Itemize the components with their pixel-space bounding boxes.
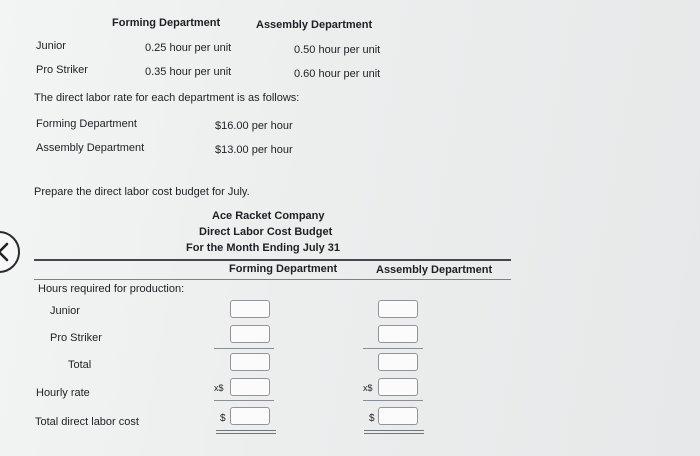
- forming-pro-input[interactable]: [230, 325, 270, 343]
- rates-row-pro-forming: 0.35 hour per unit: [145, 66, 232, 78]
- labor-rate-forming-label: Forming Department: [36, 118, 137, 130]
- rates-header-assembly: Assembly Department: [256, 19, 373, 31]
- labor-rate-assembly-value: $13.00 per hour: [215, 144, 293, 156]
- labor-rate-forming-value: $16.00 per hour: [215, 120, 293, 132]
- assembly-subtotal-rule: [363, 348, 423, 349]
- labor-rate-intro: The direct labor rate for each department is as follows:: [34, 92, 300, 104]
- assembly-rate-rule: [363, 400, 423, 401]
- assembly-pro-input[interactable]: [378, 325, 418, 343]
- rates-row-junior-forming: 0.25 hour per unit: [145, 42, 232, 54]
- total-hours-label: Total: [68, 359, 92, 371]
- instruction-text: Prepare the direct labor cost budget for July.: [34, 186, 250, 198]
- pro-striker-label: Pro Striker: [50, 332, 102, 344]
- forming-rate-input[interactable]: [230, 378, 270, 396]
- chevron-left-icon: [0, 231, 20, 273]
- col-header-forming: Forming Department: [229, 263, 338, 275]
- forming-junior-input[interactable]: [230, 300, 270, 318]
- assembly-cost-input[interactable]: [378, 407, 418, 425]
- assembly-rate-input[interactable]: [378, 378, 418, 396]
- assembly-junior-input[interactable]: [378, 300, 418, 318]
- assembly-dollar-prefix: $: [369, 413, 375, 424]
- rates-row-junior-label: Junior: [36, 40, 66, 52]
- forming-dollar-prefix: $: [220, 413, 226, 424]
- forming-cost-input[interactable]: [230, 407, 270, 425]
- assembly-x-dollar-prefix: x$: [363, 383, 373, 393]
- forming-total-input[interactable]: [230, 353, 270, 371]
- col-header-assembly: Assembly Department: [376, 264, 493, 276]
- column-header-rule: [34, 279, 511, 280]
- heading-rule: [34, 259, 511, 261]
- budget-period: For the Month Ending July 31: [186, 242, 340, 254]
- rates-header-forming: Forming Department: [112, 17, 221, 29]
- assembly-total-input[interactable]: [378, 353, 418, 371]
- forming-total-double-rule: [216, 430, 276, 434]
- hourly-rate-label: Hourly rate: [36, 387, 90, 399]
- rates-row-pro-label: Pro Striker: [36, 64, 88, 76]
- budget-title: Direct Labor Cost Budget: [199, 226, 333, 238]
- rates-row-pro-assembly: 0.60 hour per unit: [294, 68, 381, 80]
- budget-company: Ace Racket Company: [212, 210, 325, 222]
- junior-label: Junior: [50, 305, 80, 317]
- assembly-total-double-rule: [364, 430, 424, 434]
- forming-x-dollar-prefix: x$: [214, 383, 224, 393]
- rates-row-junior-assembly: 0.50 hour per unit: [294, 44, 381, 56]
- forming-rate-rule: [214, 400, 274, 401]
- forming-subtotal-rule: [214, 348, 274, 349]
- hours-required-label: Hours required for production:: [38, 283, 185, 295]
- labor-rate-assembly-label: Assembly Department: [36, 142, 145, 154]
- total-cost-label: Total direct labor cost: [35, 416, 139, 428]
- back-button[interactable]: [0, 231, 20, 273]
